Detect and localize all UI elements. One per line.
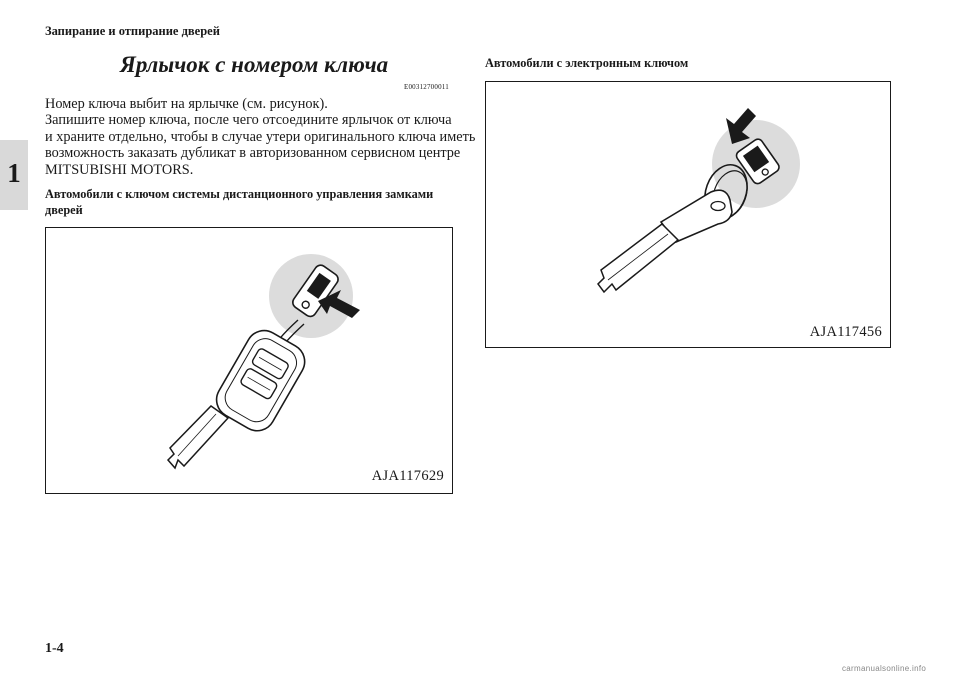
figure-label: AJA117456	[809, 324, 882, 340]
section-body	[45, 96, 476, 178]
watermark: carmanualsonline.info	[842, 664, 927, 673]
smart-key-figure	[485, 81, 891, 348]
section-title: Ярлычок с номером ключа	[120, 52, 389, 77]
body-line: и храните отдельно, чтобы в случае утери оригинального ключа иметь	[45, 128, 476, 145]
remote-key-subheading: Автомобили с ключом системы дистанционного управления замками дверей	[45, 187, 434, 217]
smart-key-subheading: Автомобили с электронным ключом	[485, 56, 689, 70]
key-blade-icon	[168, 406, 228, 468]
remote-key-figure	[45, 227, 453, 494]
page-number: 1-4	[45, 641, 64, 656]
remote-key-illustration	[46, 228, 452, 493]
body-line: MITSUBISHI MOTORS.	[45, 161, 194, 178]
figure-label: AJA117629	[371, 468, 444, 484]
key-blade-icon	[598, 224, 678, 292]
body-line: возможность заказать дубликат в авторизованном сервисном центре	[45, 145, 461, 162]
body-line: Номер ключа выбит на ярлычке (см. рисунок).	[45, 96, 328, 112]
smart-key-illustration	[486, 82, 890, 347]
chapter-header: Запирание и отпирание дверей	[45, 24, 220, 38]
chapter-tab-number: 1	[7, 158, 21, 188]
section-code: E00312700011	[404, 83, 449, 91]
body-line: Запишите номер ключа, после чего отсоедините ярлычок от ключа	[45, 112, 452, 129]
